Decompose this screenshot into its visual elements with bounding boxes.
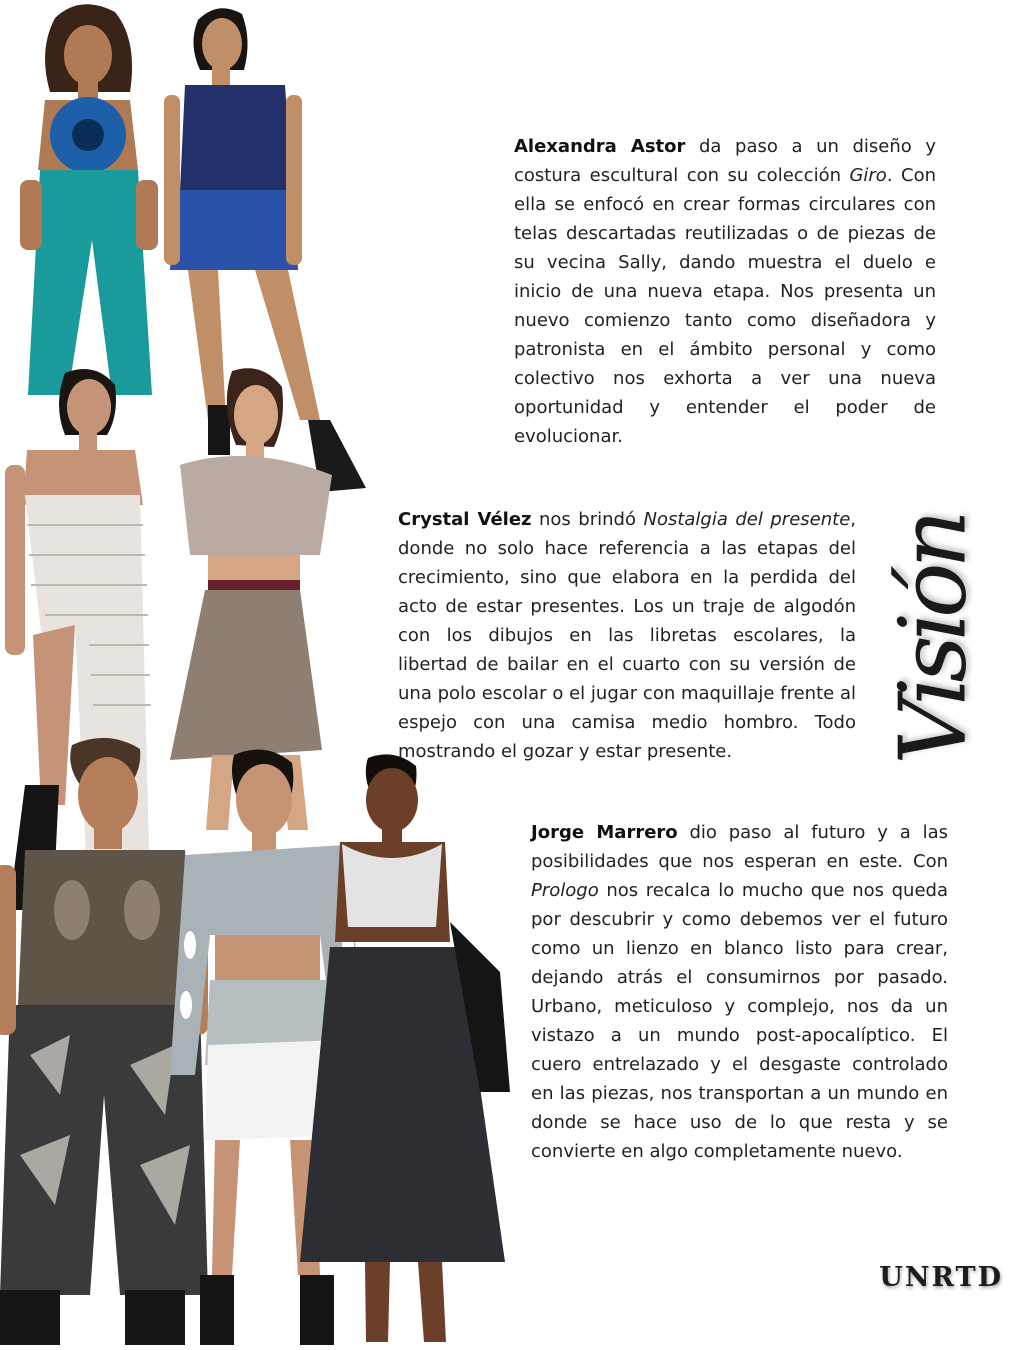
article-marrero <box>531 818 948 1166</box>
side-title <box>878 505 988 775</box>
collection-name: Giro <box>849 165 887 186</box>
model-teal-jumpsuit <box>20 0 160 420</box>
designer-name: Crystal Vélez <box>398 509 532 530</box>
article-text: nos brindó <box>531 509 644 530</box>
article-text: nos recalca lo mucho que nos queda por descubrir y como debemos ver el futuro como un lienzo en blanco listo para crear, dejando atrás el consumirnos por pasado. Urbano, meticuloso y complejo, nos da un vistazo a un mundo post-apocalíptico. El cuero entrelazado y el desgaste controlado en las piezas, nos transportan a un mundo en donde se hace uso de lo que resta y se convierte en algo completamente nuevo. <box>531 880 948 1162</box>
collection-name: Nostalgia del presente <box>643 509 851 530</box>
brand-logo: UNRTD <box>879 1262 1003 1293</box>
collection-name: Prologo <box>531 880 599 901</box>
article-velez <box>398 505 856 766</box>
model-white-bib <box>300 752 510 1350</box>
article-astor <box>514 132 936 451</box>
article-text: da paso a un diseño y costura escultural con su colección <box>514 136 936 186</box>
article-text: . Con ella se enfocó en crear formas circulares con telas descartadas reutilizadas o de piezas de su vecina Sally, dando muestra el duelo e inicio de una nueva etapa. Nos presenta un nuevo comienzo tanto como diseñadora y patronista en el ámbito personal y como colectivo nos exhorta a ver una nueva oportunidad y entender el poder de evolucionar. <box>514 165 937 447</box>
article-text: , donde no solo hace referencia a las etapas del crecimiento, sino que elabora en la perdida del acto de estar presentes. Los un traje de algodón con los dibujos en las libretas escolares, la libertad de bailar en el cuarto con su versión de una polo escolar o el jugar con maquillaje frente al espejo con una camisa medio hombro. Todo mostrando el gozar y estar presente. <box>398 509 857 762</box>
designer-name: Alexandra Astor <box>514 136 686 157</box>
side-title-text: Visión <box>879 515 987 765</box>
designer-name: Jorge Marrero <box>531 822 678 843</box>
article-text: dio paso al futuro y a las posibilidades que nos esperan en este. Con <box>531 822 948 872</box>
